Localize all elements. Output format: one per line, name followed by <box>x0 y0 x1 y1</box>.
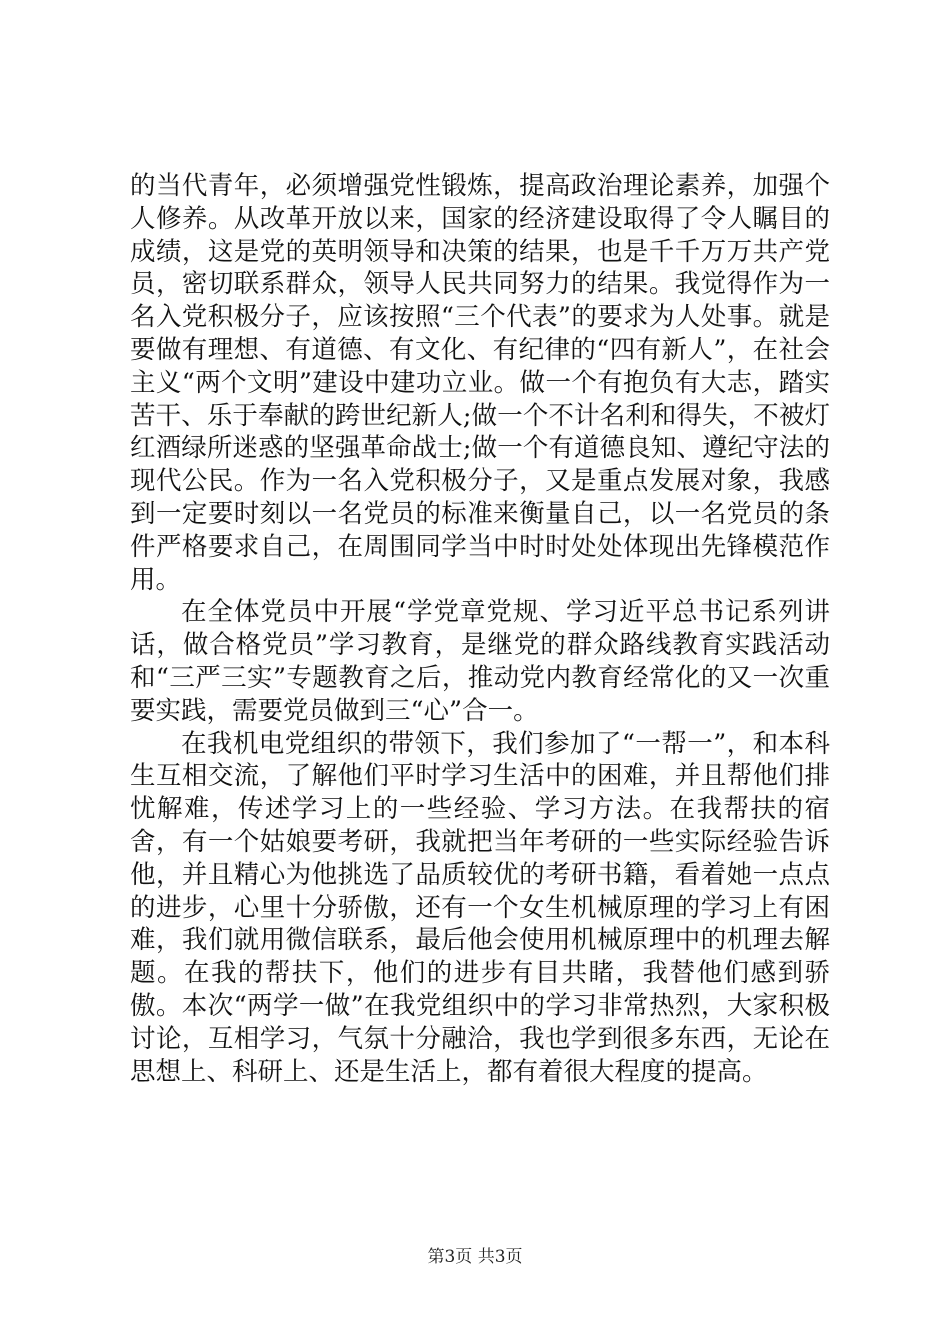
paragraph-two-learn-one-do: 在全体党员中开展“学党章党规、学习近平总书记系列讲话，做合格党员”学习教育，是继党的群众路线教育实践活动和“三严三实”专题教育之后，推动党内教育经常化的又一次重要实践，需要党员做到三“心”合一。 <box>130 597 830 726</box>
document-body <box>130 170 830 1088</box>
page-footer: 第3页 共3页 <box>427 1247 523 1267</box>
paragraph-one-help-one: 在我机电党组织的带领下，我们参加了“一帮一”，和本科生互相交流，了解他们平时学习生活中的困难，并且帮他们排忧解难，传述学习上的一些经验、学习方法。在我帮扶的宿舍，有一个姑娘要考研，我就把当年考研的一些实际经验告诉他，并且精心为他挑选了品质较优的考研书籍，看着她一点点的进步，心里十分骄傲，还有一个女生机械原理的学习上有困难，我们就用微信联系，最后他会使用机械原理中的机理去解题。在我的帮扶下，他们的进步有目共睹，我替他们感到骄傲。本次“两学一做”在我党组织中的学习非常热烈，大家积极讨论，互相学习，气氛十分融洽，我也学到很多东西，无论在思想上、科研上、还是生活上，都有着很大程度的提高。 <box>130 728 830 1087</box>
paragraph-continued: 的当代青年，必须增强党性锻炼，提高政治理论素养，加强个人修养。从改革开放以来，国家的经济建设取得了令人瞩目的成绩，这是党的英明领导和决策的结果，也是千千万万共产党员，密切联系群众，领导人民共同努力的结果。我觉得作为一名入党积极分子，应该按照“三个代表”的要求为人处事。就是要做有理想、有道德、有文化、有纪律的“四有新人”，在社会主义“两个文明”建设中建功立业。做一个有抱负有大志，踏实苦干、乐于奉献的跨世纪新人;做一个不计名利和得失，不被灯红酒绿所迷惑的坚强革命战士;做一个有道德良知、遵纪守法的现代公民。作为一名入党积极分子，又是重点发展对象，我感到一定要时刻以一名党员的标准来衡量自己，以一名党员的条件严格要求自己，在周围同学当中时时处处体现出先锋模范作用。 <box>130 171 830 595</box>
